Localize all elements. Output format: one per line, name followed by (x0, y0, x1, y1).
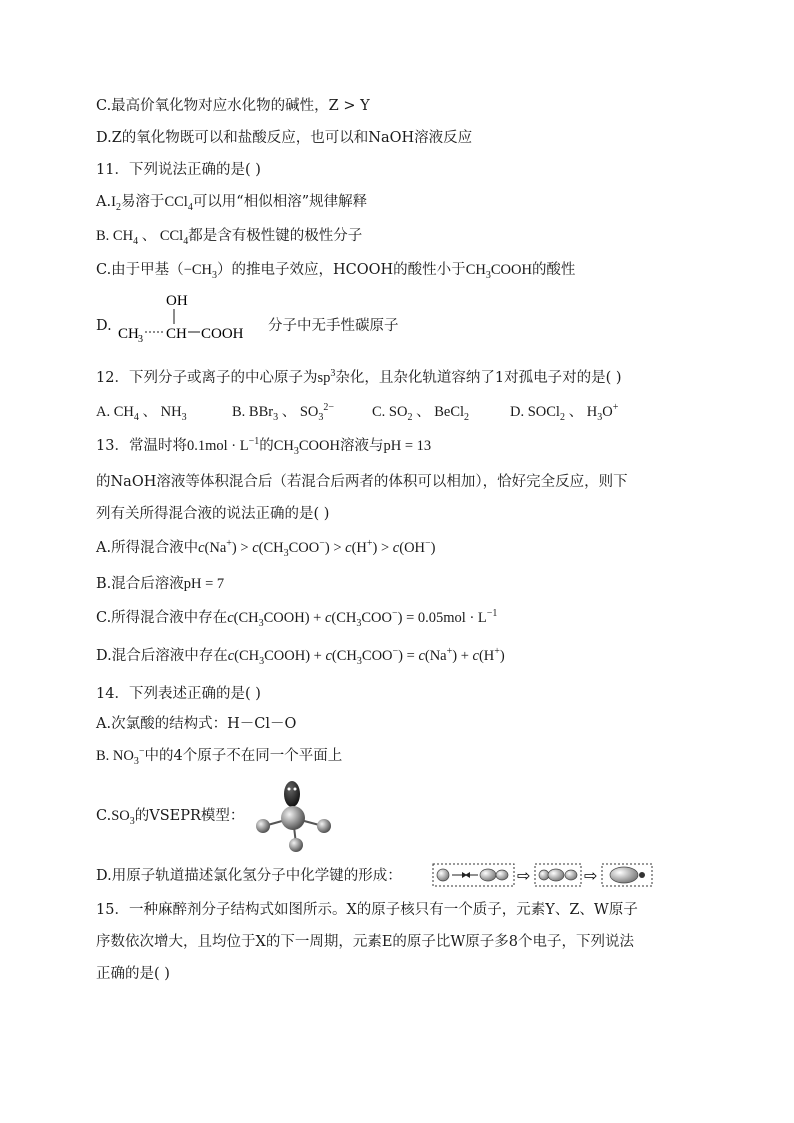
q11-option-a: $A.I_2$易溶于CCl$_4$可以用“相似相溶”规律解释 (96, 194, 368, 213)
q12-options: A. $CH_4$ 、 $NH_3$ B. BBr$_3$ 、 $SO_3^{2-}$ C. $SO_2$ 、 BeCl$_2$ D. SOCl$_2$ 、 $H_3O^+$ (96, 402, 619, 423)
q14-option-a: A.次氯酸的结构式：H－Cl－O (96, 716, 297, 732)
question-11-stem: 11．下列说法正确的是( ) (96, 162, 261, 178)
lactic-acid-structure-icon (112, 288, 272, 348)
svg-text:CH: CH (166, 326, 187, 342)
option-c-line: C.最高价氧化物对应水化物的碱性，Z > Y (96, 98, 370, 114)
q11-option-c: C.由于甲基$(-CH_3)$的推电子效应，HCOOH的酸性小于$CH_3COOH$的酸性 (96, 262, 576, 281)
q11-option-d-text: 分子中无手性碳原子 (268, 318, 399, 334)
q14-option-d: D.用原子轨道描述氯化氢分子中化学键的形成： (96, 868, 402, 884)
question-13-line2: 的NaOH溶液等体积混合后（若混合后两者的体积可以相加），恰好完全反应，则下 (96, 474, 628, 490)
question-13-line1: 13．常温时将$0.1mol \cdot L^{-1}$的$CH_3COOH$溶液与pH = 13 (96, 436, 432, 457)
question-15-line3: 正确的是( ) (96, 966, 170, 982)
svg-text:⇨: ⇨ (584, 866, 598, 885)
question-15-line1: 15．一种麻醉剂分子结构式如图所示。X的原子核只有一个质子，元素Y、Z、W原子 (96, 902, 638, 918)
svg-text:COOH: COOH (201, 326, 244, 342)
q14-option-c: $C.SO_3$的VSEPR模型： (96, 808, 245, 827)
q11-option-b: B. $CH_4$ 、 CCl$_4$都是含有极性键的极性分子 (96, 228, 363, 247)
svg-text:3: 3 (138, 334, 143, 345)
q13-option-a: A.所得混合液中$c(Na^+) > c(CH_3COO^-) > c(H^+) > c(OH^-)$ (96, 538, 436, 559)
question-14-stem: 14．下列表述正确的是( ) (96, 686, 261, 702)
svg-text:CH: CH (118, 326, 139, 342)
q13-option-c: C.所得混合液中存在$c(CH_3COOH) + c(CH_3COO^-) = 0.05mol \cdot L^{-1}$ (96, 608, 498, 629)
svg-text:⇨: ⇨ (517, 866, 531, 885)
q13-option-d: D.混合后溶液中存在$c(CH_3COOH) + c(CH_3COO^-) = c(Na^+) + c(H^+)$ (96, 646, 505, 667)
svg-text:OH: OH (166, 293, 188, 309)
option-d-line: D.Z的氧化物既可以和盐酸反应，也可以和NaOH溶液反应 (96, 130, 473, 146)
question-13-line3: 列有关所得混合液的说法正确的是( ) (96, 506, 330, 522)
vsepr-tetrahedral-model-icon (250, 774, 340, 854)
q11-option-d: D. (96, 318, 112, 334)
question-15-line2: 序数依次增大，且均位于X的下一周期，元素E的原子比W原子多8个电子，下列说法 (96, 934, 635, 950)
q13-option-b: B.混合后溶液pH = 7 (96, 576, 225, 592)
question-12-stem: 12．下列分子或离子的中心原子为$sp^3$杂化，且杂化轨道容纳了1对孤电子对的是( ) (96, 368, 622, 386)
orbital-overlap-diagram-icon (432, 862, 654, 888)
q14-option-b: B. $NO_3^-$中的4个原子不在同一个平面上 (96, 746, 343, 767)
